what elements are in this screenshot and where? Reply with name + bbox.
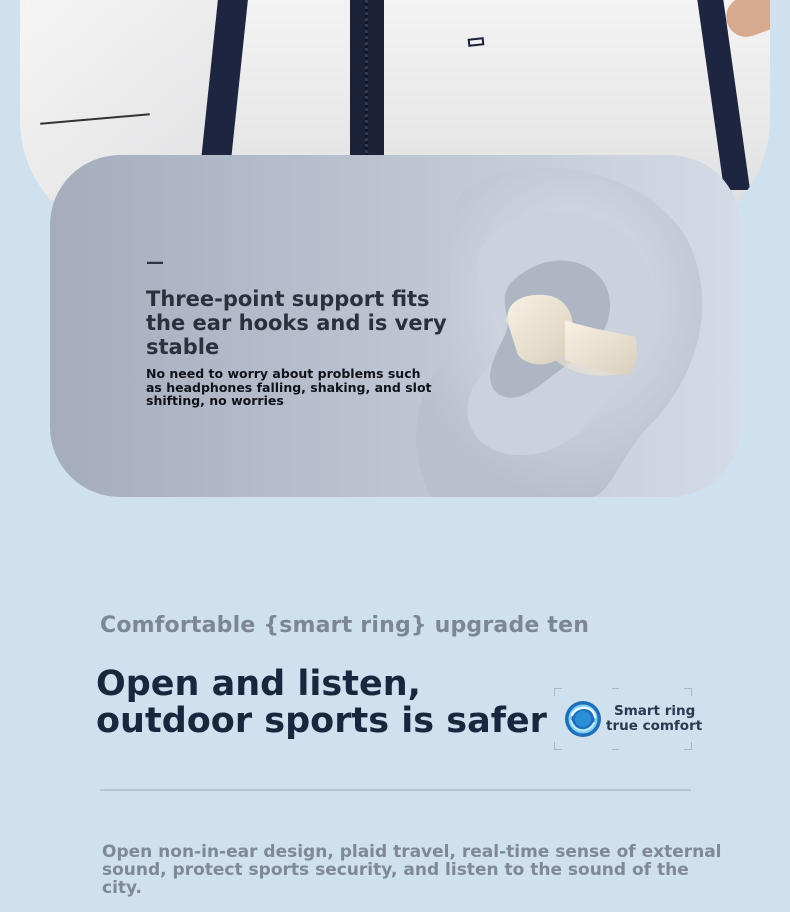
frame-tick: [612, 688, 619, 694]
feature-description: No need to worry about problems such as headphones falling, shaking, and slot shifting, no worries: [146, 366, 432, 408]
headline-line-1: Open and listen,: [96, 664, 421, 704]
frame-corner: [554, 742, 562, 750]
feature-title: Three-point support fits the ear hooks and is very stable: [146, 287, 447, 359]
badge-line-1: Smart ring: [614, 703, 696, 719]
divider: [100, 789, 691, 791]
badge-text: [606, 704, 702, 734]
badge-line-2: true comfort: [606, 718, 703, 734]
frame-corner: [684, 742, 692, 750]
body-text: Open non-in-ear design, plaid travel, real-time sense of external sound, protect sports security, and listen to the sound of the city.: [102, 842, 722, 898]
frame-tick: [612, 744, 619, 750]
frame-corner: [554, 688, 562, 696]
frame-corner: [684, 688, 692, 696]
smart-ring-icon: [563, 699, 603, 739]
section-subtitle: Comfortable {smart ring} upgrade ten: [100, 613, 590, 638]
shirt-logo: [468, 37, 485, 47]
zipper: [350, 0, 384, 160]
smart-ring-badge: [554, 688, 703, 750]
accent-dash: —: [146, 252, 164, 273]
headline: [96, 666, 547, 740]
feature-card: [50, 155, 740, 497]
headline-line-2: outdoor sports is safer: [96, 701, 547, 741]
